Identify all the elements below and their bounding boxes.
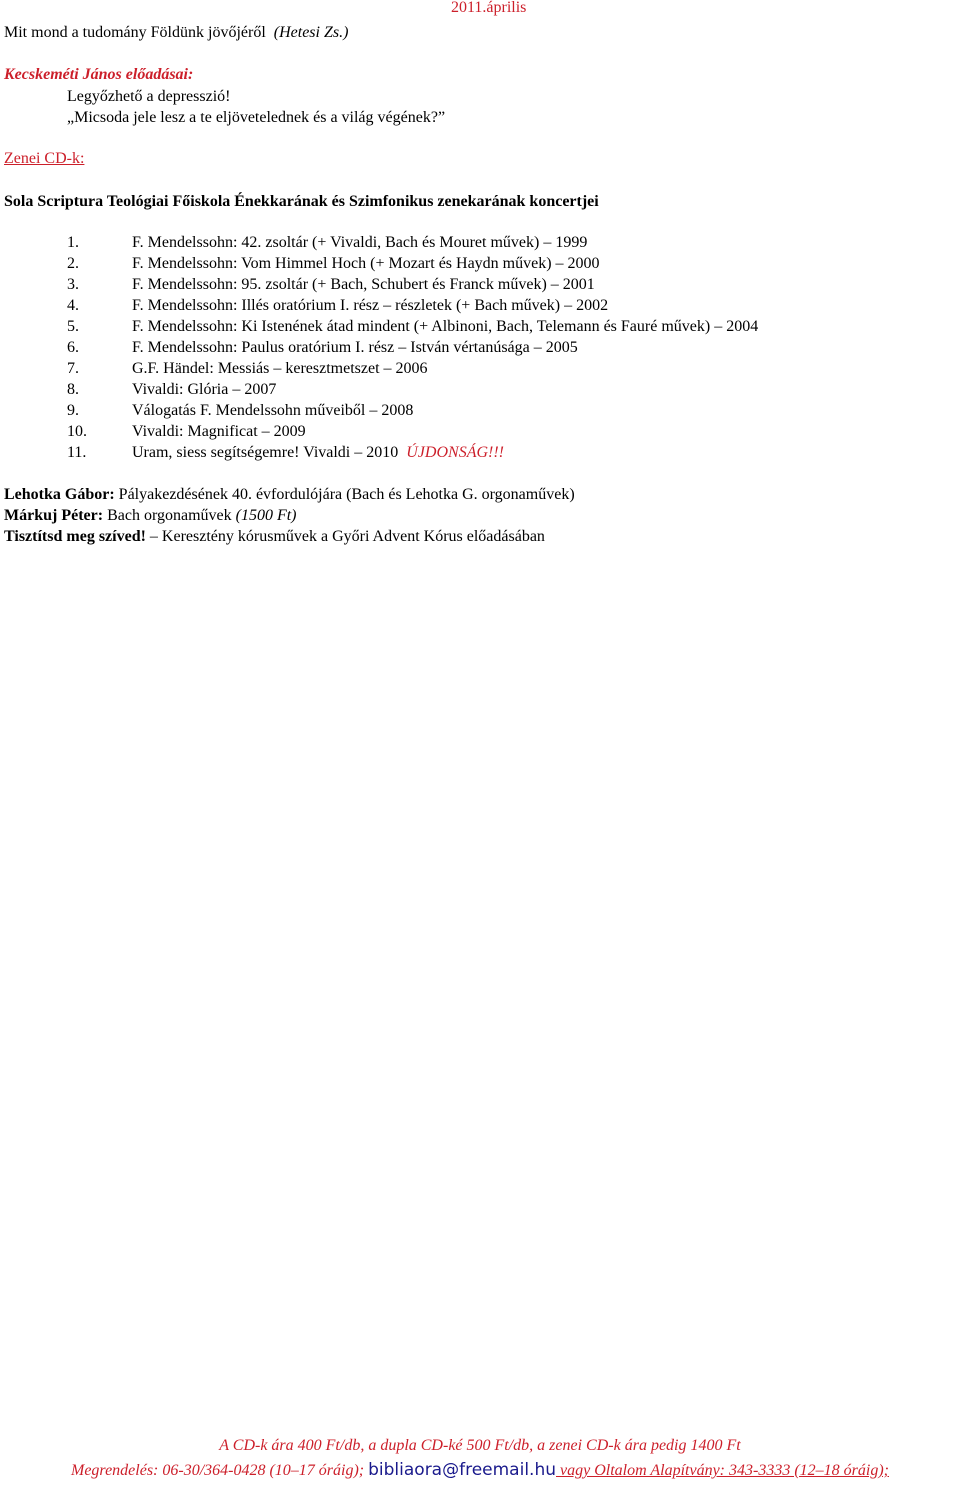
organ-price: (1500 Ft) — [235, 507, 297, 524]
list-number: 11. — [67, 444, 87, 461]
list-number: 6. — [67, 339, 79, 356]
title-text: Mit mond a tudomány Földünk jövőjéről — [4, 24, 266, 41]
lectures-heading: Kecskeméti János előadásai: — [4, 66, 194, 83]
list-text: F. Mendelssohn: Illés oratórium I. rész – részletek (+ Bach művek) – 2002 — [132, 297, 609, 314]
footer-order-suffix: vagy Oltalom Alapítvány: 343-3333 (12–18 óráig); — [556, 1462, 889, 1479]
author-text: (Hetesi Zs.) — [273, 24, 349, 41]
list-number: 1. — [67, 234, 79, 251]
new-badge: ÚJDONSÁG!!! — [406, 444, 504, 461]
organ-description: Bach orgonaművek — [103, 507, 236, 524]
list-text: F. Mendelssohn: Ki Istenének átad mindent (+ Albinoni, Bach, Telemann és Fauré művek) – 2004 — [132, 318, 759, 335]
list-number: 7. — [67, 360, 79, 377]
list-text: F. Mendelssohn: Paulus oratórium I. rész – István vértanúsága – 2005 — [132, 339, 578, 356]
list-text: G.F. Händel: Messiás – keresztmetszet – 2006 — [132, 360, 428, 377]
list-text: F. Mendelssohn: 95. zsoltár (+ Bach, Schubert és Franck művek) – 2001 — [132, 276, 595, 293]
list-number: 8. — [67, 381, 79, 398]
lecture-item: „Micsoda jele lesz a te eljövetelednek és a világ végének?” — [67, 109, 446, 126]
document-date: 2011.április — [451, 0, 527, 16]
list-text: F. Mendelssohn: Vom Himmel Hoch (+ Mozart és Haydn művek) – 2000 — [132, 255, 600, 272]
list-number: 2. — [67, 255, 79, 272]
list-number: 9. — [67, 402, 79, 419]
list-number: 3. — [67, 276, 79, 293]
lecture-item: Legyőzhető a depresszió! — [67, 88, 231, 105]
email-link[interactable]: bibliaora@freemail.hu — [368, 1460, 556, 1480]
cds-subheading: Sola Scriptura Teológiai Főiskola Énekkarának és Szimfonikus zenekarának koncertjei — [4, 193, 599, 210]
list-text: Vivaldi: Magnificat – 2009 — [132, 423, 306, 440]
list-text — [132, 444, 504, 462]
footer-order — [0, 1460, 960, 1480]
list-number: 5. — [67, 318, 79, 335]
organ-artist: Márkuj Péter: — [4, 507, 104, 524]
list-number: 10. — [67, 423, 87, 440]
list-text: Válogatás F. Mendelssohn műveiből – 2008 — [132, 402, 414, 419]
list-text: Vivaldi: Glória – 2007 — [132, 381, 277, 398]
organ-item-markuj — [4, 507, 297, 525]
document-title — [4, 24, 348, 42]
organ-description: Pályakezdésének 40. évfordulójára (Bach és Lehotka G. orgonaművek) — [114, 486, 575, 503]
list-text-main: Uram, siess segítségemre! Vivaldi – 2010 — [132, 444, 399, 461]
footer-prices: A CD-k ára 400 Ft/db, a dupla CD-ké 500 Ft/db, a zenei CD-k ára pedig 1400 Ft — [219, 1437, 741, 1454]
list-number: 4. — [67, 297, 79, 314]
organ-artist: Lehotka Gábor: — [4, 486, 115, 503]
organ-description: – Keresztény kórusművek a Győri Advent Kórus előadásában — [145, 528, 545, 545]
cds-heading: Zenei CD-k: — [4, 150, 85, 167]
organ-item-tisztitsd — [4, 528, 545, 546]
organ-artist: Tisztítsd meg szíved! — [4, 528, 146, 545]
list-text: F. Mendelssohn: 42. zsoltár (+ Vivaldi, Bach és Mouret művek) – 1999 — [132, 234, 588, 251]
organ-item-lehotka — [4, 486, 575, 504]
footer-order-prefix: Megrendelés: 06-30/364-0428 (10–17 óráig); — [71, 1462, 369, 1479]
